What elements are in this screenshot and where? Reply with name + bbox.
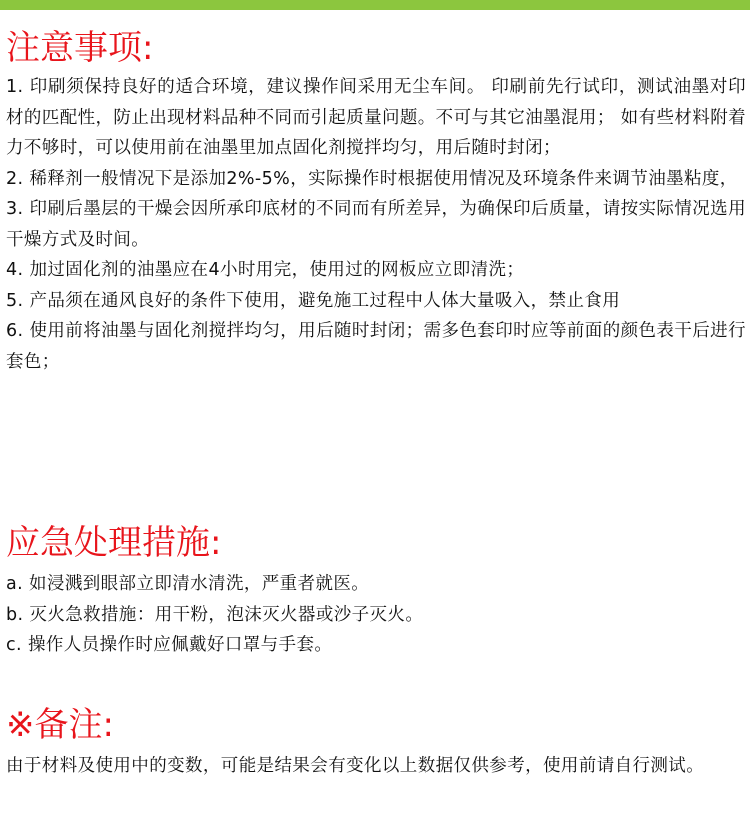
emergency-list	[6, 569, 746, 661]
notes-item-6: 6. 使用前将油墨与固化剂搅拌均匀，用后随时封闭；需多色套印时应等前面的颜色表干后进行套色；	[6, 321, 746, 372]
emergency-item-a: a. 如浸溅到眼部立即清水清洗，严重者就医。	[6, 574, 370, 594]
notes-item-3: 3. 印刷后墨层的干燥会因所承印底材的不同而有所差异，为确保印后质量，请按实际情况选用干燥方式及时间。	[6, 199, 746, 250]
notes-list	[6, 72, 746, 377]
emergency-item-c: c. 操作人员操作时应佩戴好口罩与手套。	[6, 635, 333, 655]
emergency-section	[6, 523, 746, 661]
notes-item-5: 5. 产品须在通风良好的条件下使用，避免施工过程中人体大量吸入，禁止食用	[6, 290, 621, 311]
remarks-item-1: 由于材料及使用中的变数，可能是结果会有变化以上数据仅供参考，使用前请自行测试。	[6, 756, 705, 776]
notes-item-2: 2. 稀释剂一般情况下是添加2%-5%，实际操作时根据使用情况及环境条件来调节油墨粘度，	[6, 168, 738, 189]
notes-heading: 注意事项:	[6, 28, 154, 68]
remarks-section	[6, 705, 746, 782]
notes-section	[6, 28, 746, 377]
emergency-item-b: b. 灭火急救措施：用干粉，泡沫灭火器或沙子灭火。	[6, 604, 424, 625]
notes-item-1: 1. 印刷须保持良好的适合环境，建议操作间采用无尘车间。 印刷前先行试印，测试油墨对印材的匹配性，防止出现材料品种不同而引起质量问题。不可与其它油墨混用； 如有些材料附着力不够时，可以使用前在油墨里加点固化剂搅拌均匀，用后随时封闭；	[6, 77, 746, 158]
emergency-heading: 应急处理措施:	[6, 523, 222, 563]
remarks-list	[6, 751, 746, 782]
top-accent-bar	[0, 0, 750, 10]
notes-item-4: 4. 加过固化剂的油墨应在4小时用完，使用过的网板应立即清洗；	[6, 260, 525, 280]
remarks-heading: ※备注:	[6, 705, 114, 745]
